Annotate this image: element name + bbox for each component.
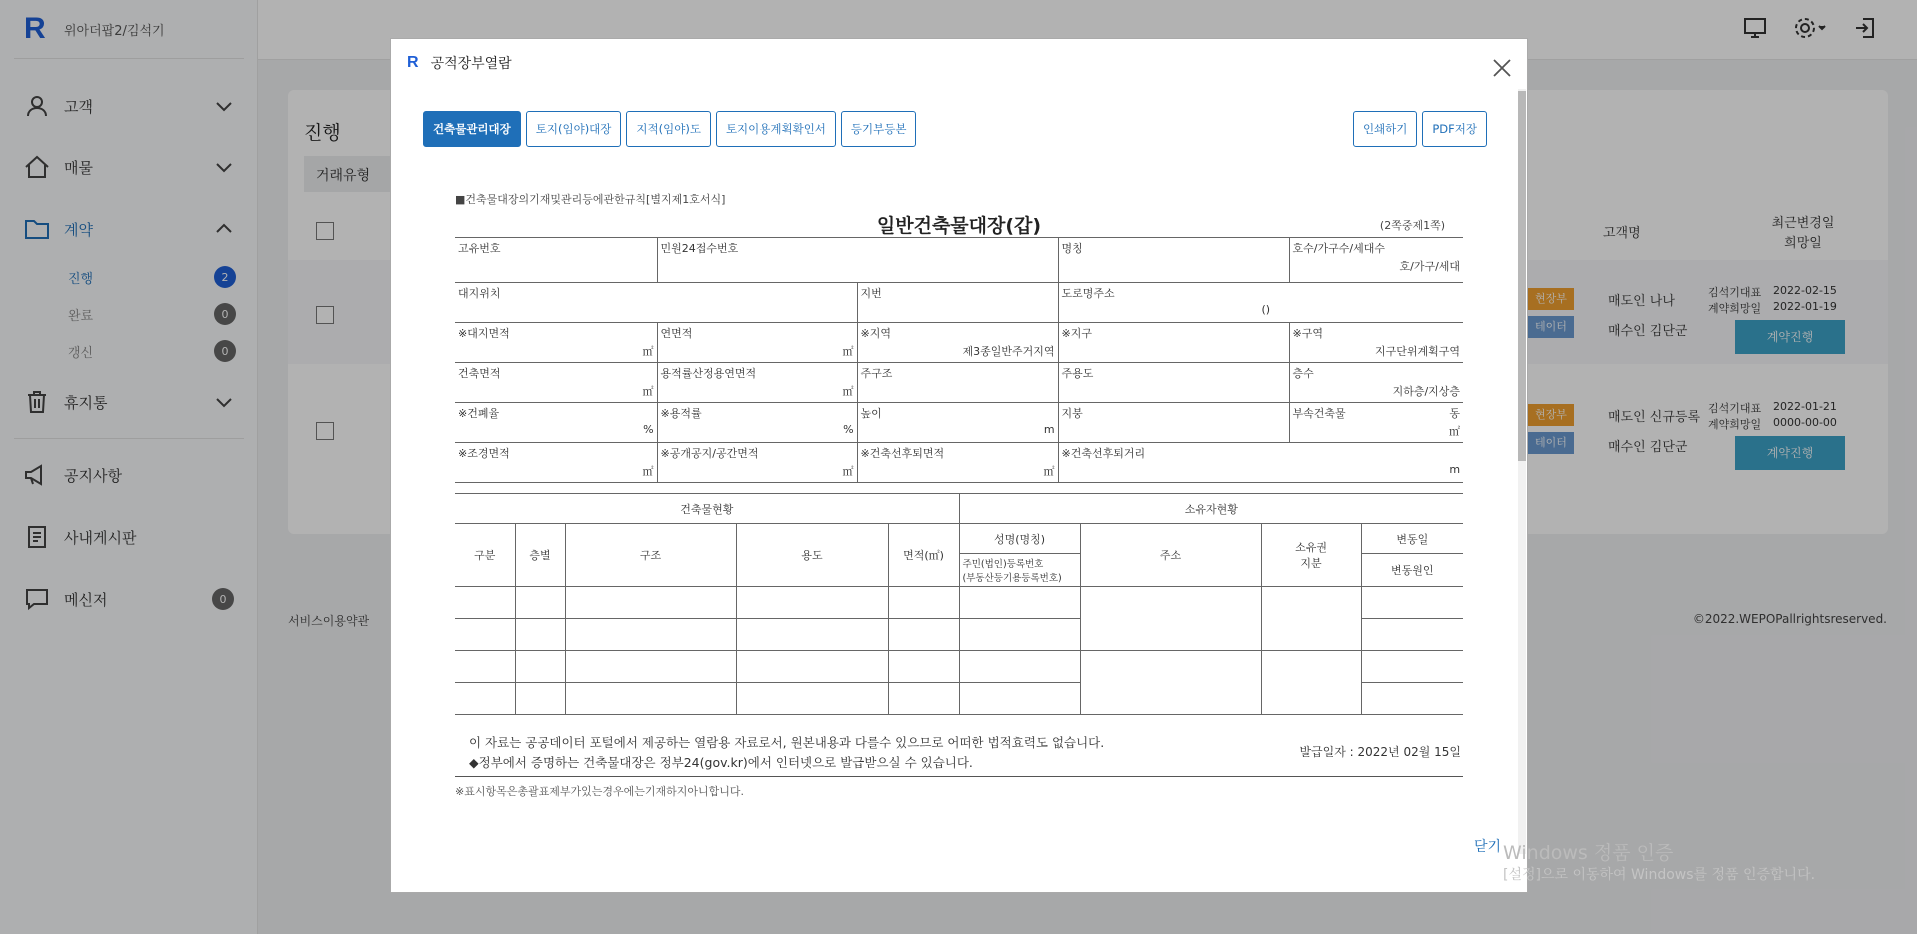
- modal-title: 공적장부열람: [430, 56, 512, 72]
- agent: 김석기대표: [1708, 402, 1762, 415]
- col-header: 성명(명칭): [993, 532, 1046, 546]
- footnote: ※표시항목은총괄표제부가있는경우에는기재하지아니합니다.: [455, 785, 744, 798]
- field-label: ※공개공지/공간면적: [660, 447, 759, 460]
- document-notice: [455, 719, 1463, 777]
- buyer: 매수인 김단군: [1608, 440, 1688, 455]
- section-title: 소유자현황: [1184, 502, 1238, 516]
- count-badge: 0: [214, 340, 236, 362]
- field-label: 높이: [860, 407, 882, 420]
- field-label: 주구조: [860, 367, 893, 380]
- activation-watermark: Windows 정품 인증: [1503, 842, 1674, 864]
- hope-date: 0000-00-00: [1773, 416, 1837, 429]
- hope-label: 계약희망일: [1708, 418, 1762, 431]
- print-button[interactable]: 인쇄하기: [1353, 111, 1417, 147]
- field-label: 대지위치: [458, 287, 501, 300]
- building-owner-table: [455, 493, 1463, 715]
- unit: %: [643, 423, 654, 436]
- field-label: 주용도: [1061, 367, 1094, 380]
- field-label: 부속건축물: [1292, 407, 1346, 420]
- col-header: 변동일: [1396, 532, 1429, 546]
- col-header: (부동산등기용등록번호): [962, 573, 1062, 584]
- logo-icon: R: [407, 54, 419, 71]
- close-icon[interactable]: [1491, 57, 1513, 79]
- field-label: 고유번호: [458, 242, 501, 255]
- buyer: 매수인 김단군: [1608, 324, 1688, 339]
- unit: ㎡: [842, 465, 854, 478]
- document-title: [455, 211, 1463, 237]
- field-value: 지구단위계획구역: [1375, 345, 1461, 358]
- col-header: 구조: [639, 549, 662, 562]
- issue-date: 발급일자 : 2022년 02월 15일: [1299, 745, 1461, 759]
- count-badge: 0: [214, 303, 236, 325]
- field-value: 제3종일반주거지역: [962, 345, 1055, 358]
- field-value: 동: [1449, 407, 1461, 420]
- field-label: ※건폐율: [458, 407, 500, 420]
- table-row: [455, 587, 1463, 619]
- field-label: 호수/가구수/세대수: [1292, 242, 1385, 255]
- nav-label: 고객: [64, 97, 93, 116]
- tab-building-register[interactable]: 건축물관리대장: [423, 111, 521, 147]
- field-value: 지하층/지상층: [1392, 385, 1461, 398]
- copyright: ©2022.WEPOPallrightsreserved.: [1692, 612, 1887, 626]
- seller: 매도인 나나: [1608, 294, 1675, 309]
- page-count: (2쪽중제1쪽): [1379, 219, 1445, 232]
- unit: ㎡: [642, 385, 654, 398]
- hope-date: 2022-01-19: [1773, 300, 1837, 313]
- col-header: 지분: [1300, 557, 1322, 570]
- contract-proceed-button[interactable]: 계약진행: [1735, 436, 1845, 470]
- field-label: ※건축선후퇴면적: [860, 447, 945, 460]
- field-value: (): [1261, 303, 1271, 316]
- status-badge: 현장부: [1528, 404, 1574, 426]
- public-records-modal: [390, 38, 1528, 893]
- form-note: ■건축물대장의기재및관리등에관한규칙[별지제1호서식]: [455, 193, 726, 206]
- close-button[interactable]: 닫기: [1473, 839, 1501, 855]
- field-label: 층수: [1292, 367, 1314, 380]
- field-label: ※건축선후퇴거리: [1061, 447, 1146, 460]
- status-badge: 테이터: [1528, 316, 1574, 338]
- status-badge: 현장부: [1528, 288, 1574, 310]
- scrollbar-thumb[interactable]: [1518, 91, 1526, 461]
- field-value: 호/가구/세대: [1399, 260, 1461, 273]
- logo-icon[interactable]: R: [24, 12, 46, 45]
- activation-watermark-sub: [설정]으로 이동하여 Windows를 정품 인증합니다.: [1503, 867, 1816, 883]
- status-badge: 테이터: [1528, 432, 1574, 454]
- page-title: 진행: [304, 122, 341, 144]
- tab-land-use-plan[interactable]: 토지이용계획확인서: [716, 111, 836, 147]
- section-title: 건축물현황: [680, 502, 734, 516]
- nav-label: 공지사항: [64, 466, 122, 485]
- nav-label: 사내게시판: [64, 528, 137, 547]
- unit: ㎡: [1043, 465, 1055, 478]
- nav-label: 매물: [64, 158, 93, 177]
- field-label: ※지역: [860, 327, 891, 340]
- field-label: 명칭: [1061, 242, 1083, 255]
- record-tabs: [423, 111, 916, 147]
- notice-line: 이 자료는 공공데이터 포털에서 제공하는 열람용 자료로서, 원본내용과 다를수 있으므로 어떠한 법적효력도 없습니다.: [469, 735, 1105, 750]
- notice-line: ◆정부에서 증명하는 건축물대장은 정부24(gov.kr)에서 인터넷으로 발급받으실 수 있습니다.: [469, 755, 973, 770]
- sub-label: 진행: [68, 271, 94, 287]
- field-label: 민원24접수번호: [660, 242, 739, 255]
- table-row: [455, 651, 1463, 683]
- nav-label: 휴지통: [64, 393, 108, 412]
- count-badge: 2: [214, 266, 236, 288]
- field-label: 지붕: [1061, 407, 1083, 420]
- terms-link[interactable]: 서비스이용약관: [288, 614, 370, 628]
- field-label: 연면적: [660, 327, 693, 340]
- col-header: 주민(법인)등록번호: [962, 559, 1044, 570]
- unit: ㎡: [642, 465, 654, 478]
- seller: 매도인 신규등록: [1608, 410, 1701, 425]
- unit: %: [843, 423, 854, 436]
- col-header: 용도: [801, 549, 823, 562]
- col-header: 변동원인: [1391, 564, 1434, 577]
- document-title-text: 일반건축물대장(갑): [876, 215, 1042, 237]
- field-label: 용적률산정용연면적: [660, 367, 757, 380]
- unit: m: [1449, 463, 1461, 476]
- nav-label: 메신저: [64, 590, 108, 609]
- field-label: 지번: [860, 287, 882, 300]
- nav-label: 계약: [64, 220, 93, 239]
- unit: ㎡: [842, 385, 854, 398]
- field-label: ※조경면적: [458, 447, 510, 460]
- tab-registry[interactable]: 등기부등본: [841, 111, 917, 147]
- agent: 김석기대표: [1708, 286, 1762, 299]
- field-label: 도로명주소: [1061, 287, 1115, 300]
- changed-date: 2022-02-15: [1773, 284, 1837, 297]
- filter-select[interactable]: 거래유형: [304, 156, 424, 192]
- building-register-document: [455, 191, 1463, 799]
- unit: ㎡: [642, 345, 654, 358]
- tab-cadastral-map[interactable]: 지적(임야)도: [626, 111, 711, 147]
- register-table: [455, 237, 1463, 483]
- col-changed: 최근변경일: [1771, 216, 1835, 231]
- field-label: ※대지면적: [458, 327, 510, 340]
- pdf-save-button[interactable]: PDF저장: [1422, 111, 1487, 147]
- tab-land-register[interactable]: 토지(임야)대장: [526, 111, 622, 147]
- changed-date: 2022-01-21: [1773, 400, 1837, 413]
- hope-label: 계약희망일: [1708, 302, 1762, 315]
- contract-proceed-button[interactable]: 계약진행: [1735, 320, 1845, 354]
- unit: m: [1043, 423, 1055, 436]
- count-badge: 0: [212, 588, 234, 610]
- sub-label: 갱신: [68, 345, 94, 361]
- col-header: 구분: [474, 549, 496, 562]
- col-header: 층별: [529, 549, 551, 562]
- user-name: 위아더팝2/김석기: [64, 23, 165, 39]
- col-client: 고객명: [1603, 226, 1641, 241]
- unit: ㎡: [1449, 425, 1461, 438]
- field-label: ※지구: [1061, 327, 1092, 340]
- col-header: 주소: [1159, 549, 1182, 562]
- col-header: 면적(㎡): [903, 549, 944, 562]
- col-hope: 희망일: [1784, 236, 1822, 251]
- field-label: ※구역: [1292, 327, 1323, 340]
- col-header: 소유권: [1295, 541, 1327, 554]
- unit: ㎡: [842, 345, 854, 358]
- sub-label: 완료: [68, 308, 94, 324]
- field-label: 건축면적: [458, 367, 501, 380]
- field-label: ※용적률: [660, 407, 702, 420]
